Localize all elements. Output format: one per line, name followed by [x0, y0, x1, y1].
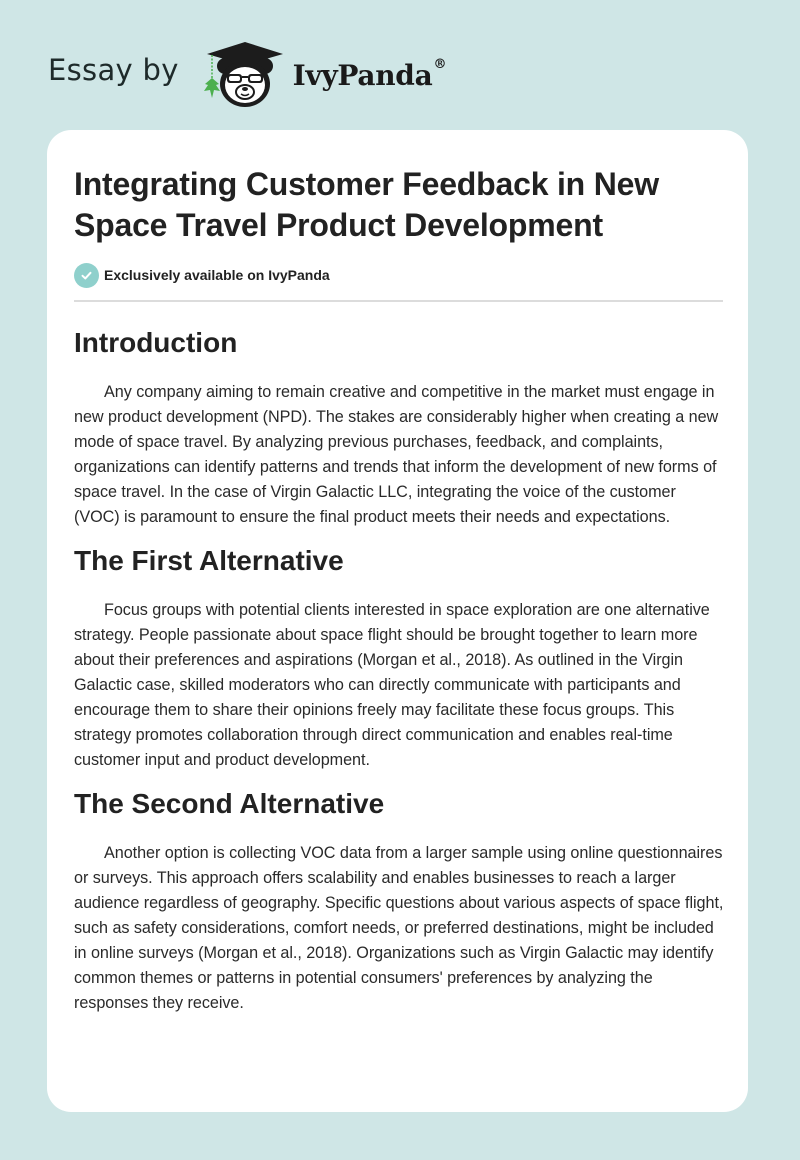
exclusive-badge	[74, 262, 724, 288]
section-paragraph-introduction: Any company aiming to remain creative and competitive in the market must engage in new product development (NPD). The stakes are considerably higher when creating a new mode of space travel. By analyzing previous purchases, feedback, and complaints, organizations can identify patterns and trends that inform the development of new forms of space travel. In the case of Virgin Galactic LLC, integrating the voice of the customer (VOC) is paramount to ensure the final product meets their needs and expectations.	[74, 383, 719, 526]
section-heading-introduction: Introduction	[74, 327, 238, 358]
essay-content	[74, 164, 724, 1016]
essay-card	[47, 130, 748, 1112]
brand-name-text: IvyPanda	[292, 58, 433, 92]
section-paragraph-second-alternative: Another option is collecting VOC data from a larger sample using online questionnaires or surveys. This approach offers scalability and enables businesses to reach a larger audience regardless of geography. Specific questions about various aspects of space flight, such as safety considerations, comfort needs, or preferred destinations, might be included in online surveys (Morgan et al., 2018). Organizations such as Virgin Galactic may identify common themes or patterns in potential consumers' preferences by analyzing the responses they receive.	[74, 844, 724, 1012]
check-circle-icon	[74, 263, 99, 288]
title-divider	[74, 300, 723, 302]
page-title: Integrating Customer Feedback in New Space Travel Product Development	[74, 166, 659, 243]
registered-mark: ®	[433, 56, 447, 72]
brand-name[interactable]	[292, 56, 447, 92]
section-heading-second-alternative: The Second Alternative	[74, 788, 385, 819]
site-header	[48, 36, 446, 112]
exclusive-text: Exclusively available on IvyPanda	[104, 267, 330, 283]
essay-by-label: Essay by	[48, 53, 179, 87]
panda-graduation-cap-icon[interactable]	[199, 38, 289, 110]
section-heading-first-alternative: The First Alternative	[74, 545, 344, 576]
section-paragraph-first-alternative: Focus groups with potential clients interested in space exploration are one alternative strategy. People passionate about space flight should be brought together to learn more about their preferences and aspirations (Morgan et al., 2018). As outlined in the Virgin Galactic case, skilled moderators who can directly communicate with participants and encourage them to share their opinions freely may facilitate these focus groups. This strategy promotes collaboration through direct communication and enables real-time customer input and product development.	[74, 601, 710, 769]
